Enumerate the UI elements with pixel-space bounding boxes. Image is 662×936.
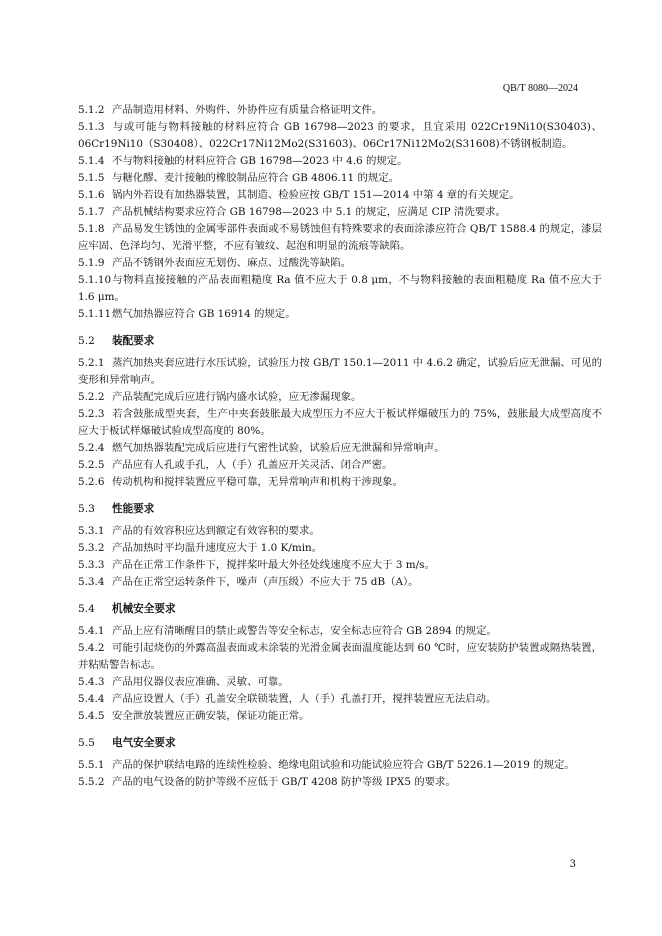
clause-text: 产品不锈钢外表面应无划伤、麻点、过酸洗等缺陷。	[112, 257, 351, 269]
section-title: 装配要求	[112, 335, 155, 347]
clause-number: 5.1.8	[78, 223, 105, 235]
clause-text: 产品的电气设备的防护等级不应低于 GB/T 4208 防护等级 IPX5 的要求。	[112, 776, 456, 788]
clause-text: 产品装配完成后应进行锅内盛水试验，应无渗漏现象。	[112, 391, 362, 403]
clause-text: 锅内外若设有加热器装置，其制造、检验应按 GB/T 151—2014 中第 4 章的有关规定。	[112, 189, 520, 201]
clause-number: 5.4.2	[78, 642, 105, 654]
clause-number: 5.4.5	[78, 710, 105, 722]
clause-text: 产品机械结构要求应符合 GB 16798—2023 中 5.1 的规定，应满足 CIP 清洗要求。	[112, 206, 506, 218]
clause-5-4-2	[78, 640, 602, 674]
clause-5-1-10	[78, 272, 602, 306]
clause-5-4-4	[78, 691, 602, 708]
clause-number: 5.3.1	[78, 525, 105, 537]
clause-number: 5.4.4	[78, 693, 105, 705]
section-title: 电气安全要求	[112, 737, 176, 749]
clause-number: 5.1.11	[78, 308, 112, 320]
clause-number: 5.2.1	[78, 357, 105, 369]
standard-code-header: QB/T 8080—2024	[502, 83, 578, 94]
clause-5-1-9	[78, 255, 602, 272]
clause-number: 5.3.2	[78, 542, 105, 554]
clause-5-2-6	[78, 474, 602, 491]
clause-text: 与物料直接接触的产品表面粗糙度 Ra 值不应大于 0.8 μm，不与物料接触的表面粗糙度 Ra 值不应大于 1.6 μm。	[78, 274, 602, 303]
section-5-2	[78, 333, 602, 491]
clause-block-5-1	[78, 102, 602, 323]
clause-5-1-4	[78, 153, 602, 170]
clause-number: 5.5.1	[78, 759, 105, 771]
clause-text: 蒸汽加热夹套应进行水压试验，试验压力按 GB/T 150.1—2011 中 4.6.2 确定，试验后应无泄漏、可见的变形和异常响声。	[78, 357, 602, 386]
clause-5-2-5	[78, 457, 602, 474]
clause-5-1-2	[78, 102, 602, 119]
clause-text: 安全泄放装置应正确安装，保证功能正常。	[112, 710, 310, 722]
section-number: 5.4	[78, 603, 95, 615]
section-number: 5.3	[78, 503, 95, 515]
section-title: 性能要求	[112, 503, 155, 515]
clause-number: 5.4.1	[78, 625, 105, 637]
clause-5-4-5	[78, 708, 602, 725]
clause-5-4-3	[78, 674, 602, 691]
clause-5-3-2	[78, 540, 602, 557]
section-5-4	[78, 601, 602, 725]
clause-number: 5.1.5	[78, 172, 105, 184]
clause-number: 5.1.7	[78, 206, 105, 218]
clause-number: 5.1.4	[78, 155, 105, 167]
clause-text: 不与物料接触的材料应符合 GB 16798—2023 中 4.6 的规定。	[112, 155, 408, 167]
clause-5-1-6	[78, 187, 602, 204]
clause-text: 产品在正常空运转条件下，噪声（声压级）不应大于 75 dB（A）。	[112, 576, 419, 588]
clause-5-3-1	[78, 523, 602, 540]
section-5-3	[78, 501, 602, 591]
document-body	[78, 102, 602, 791]
clause-text: 燃气加热器应符合 GB 16914 的规定。	[112, 308, 296, 320]
page-number: 3	[569, 859, 576, 870]
clause-text: 产品的保护联结电路的连续性检验、绝缘电阻试验和功能试验应符合 GB/T 5226.1—2019 的规定。	[112, 759, 575, 771]
clause-number: 5.1.2	[78, 104, 105, 116]
clause-number: 5.1.6	[78, 189, 105, 201]
clause-5-3-3	[78, 557, 602, 574]
clause-number: 5.4.3	[78, 676, 105, 688]
clause-number: 5.2.3	[78, 408, 105, 420]
clause-text: 产品加热时平均温升速度应大于 1.0 K/min。	[112, 542, 323, 554]
clause-5-1-3	[78, 119, 602, 153]
clause-number: 5.3.4	[78, 576, 105, 588]
clause-5-2-3	[78, 406, 602, 440]
clause-5-1-8	[78, 221, 602, 255]
clause-5-2-4	[78, 440, 602, 457]
clause-text: 产品易发生锈蚀的金属零部件表面或不易锈蚀但有特殊要求的表面涂漆应符合 QB/T 1588.4 的规定，漆层应牢固、色泽均匀、光滑平整，不应有皱纹、起泡和明显的流痕等缺陷。	[78, 223, 602, 252]
clause-text: 与或可能与物料接触的材料应符合 GB 16798—2023 的要求，且宜采用 022Cr19Ni10(S30403)、06Cr19Ni10（S30408）、022Cr17Ni12Mo2(S31603)、06Cr17Ni12Mo2(S31608)不锈钢板制造。	[78, 121, 602, 150]
clause-5-4-1	[78, 623, 602, 640]
section-heading	[78, 501, 602, 518]
clause-number: 5.1.9	[78, 257, 105, 269]
clause-text: 燃气加热器装配完成后应进行气密性试验，试验后应无泄漏和异常响声。	[112, 442, 445, 454]
clause-number: 5.2.4	[78, 442, 105, 454]
clause-number: 5.1.10	[78, 274, 112, 286]
section-5-5	[78, 735, 602, 791]
clause-5-1-11	[78, 306, 602, 323]
clause-text: 若含鼓胀成型夹套，生产中夹套鼓胀最大成型压力不应大于板试样爆破压力的 75%，鼓胀最大成型高度不应大于板试样爆破试验成型高度的 80%。	[78, 408, 602, 437]
clause-text: 产品的有效容积应达到额定有效容积的要求。	[112, 525, 320, 537]
clause-5-2-2	[78, 389, 602, 406]
section-number: 5.2	[78, 335, 95, 347]
clause-5-2-1	[78, 355, 602, 389]
clause-number: 5.2.2	[78, 391, 105, 403]
clause-text: 传动机构和搅拌装置应平稳可靠，无异常响声和机构干涉现象。	[112, 476, 403, 488]
clause-5-1-7	[78, 204, 602, 221]
clause-number: 5.2.6	[78, 476, 105, 488]
clause-text: 产品应设置人（手）孔盖安全联锁装置，人（手）孔盖打开，搅拌装置应无法启动。	[112, 693, 497, 705]
clause-text: 与糖化醪、麦汁接触的橡胶制品应符合 GB 4806.11 的规定。	[112, 172, 400, 184]
clause-text: 可能引起烧伤的外露高温表面或未涂装的光滑金属表面温度能达到 60 ℃时，应安装防护装置或隔热装置，并粘贴警告标志。	[78, 642, 602, 671]
clause-5-5-1	[78, 757, 602, 774]
clause-number: 5.3.3	[78, 559, 105, 571]
clause-text: 产品制造用材料、外购件、外协件应有质量合格证明文件。	[112, 104, 383, 116]
clause-number: 5.5.2	[78, 776, 105, 788]
section-title: 机械安全要求	[112, 603, 176, 615]
clause-text: 产品上应有清晰醒目的禁止或警告等安全标志，安全标志应符合 GB 2894 的规定。	[112, 625, 497, 637]
clause-text: 产品用仪器仪表应准确、灵敏、可靠。	[112, 676, 289, 688]
clause-5-3-4	[78, 574, 602, 591]
clause-text: 产品应有人孔或手孔，人（手）孔盖应开关灵活、闭合严密。	[112, 459, 393, 471]
clause-number: 5.2.5	[78, 459, 105, 471]
section-number: 5.5	[78, 737, 95, 749]
clause-number: 5.1.3	[78, 121, 105, 133]
clause-text: 产品在正常工作条件下，搅拌桨叶最大外径处线速度不应大于 3 m/s。	[112, 559, 435, 571]
clause-5-1-5	[78, 170, 602, 187]
section-heading	[78, 601, 602, 618]
section-heading	[78, 735, 602, 752]
section-heading	[78, 333, 602, 350]
clause-5-5-2	[78, 774, 602, 791]
